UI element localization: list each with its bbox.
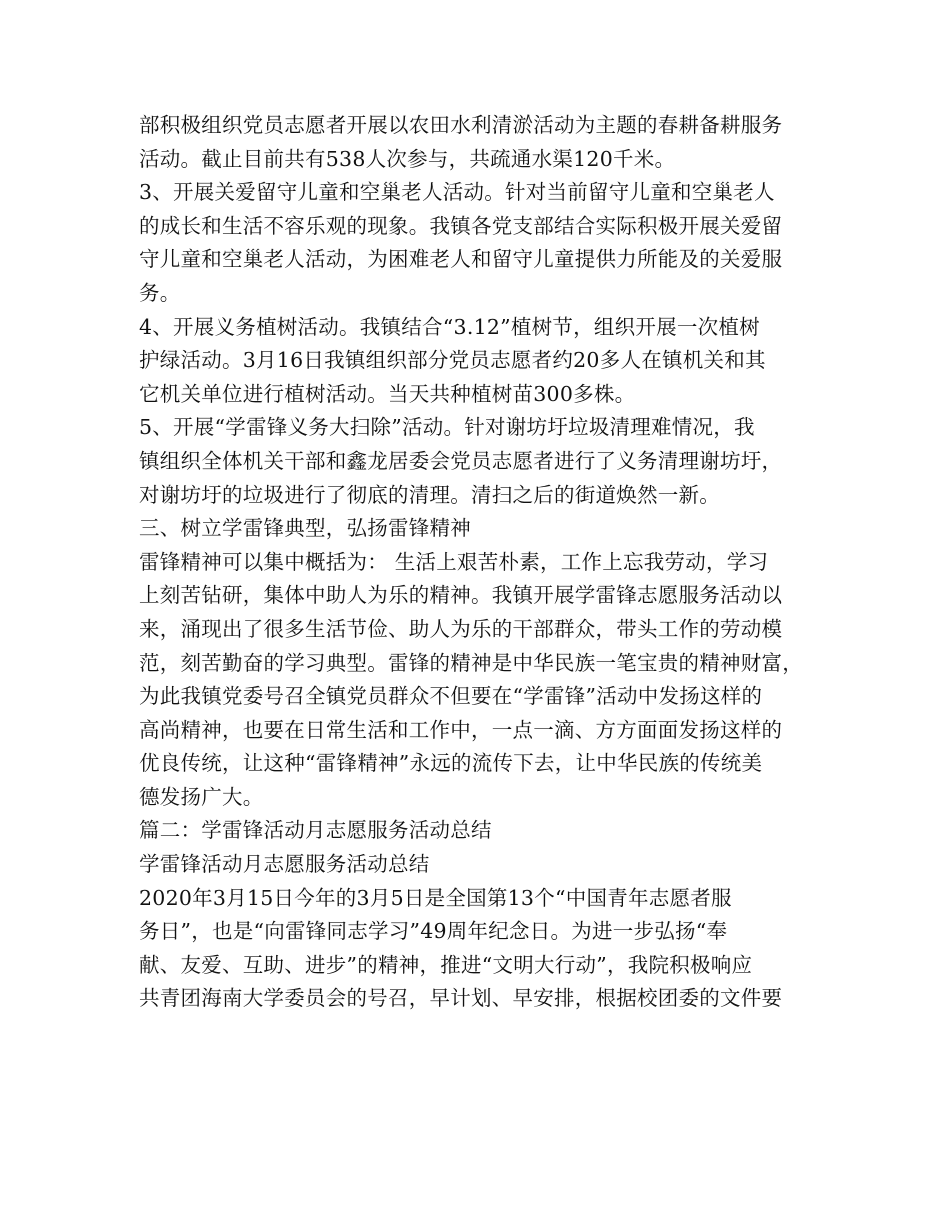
text-line: 为此我镇党委号召全镇党员群众不但要在“学雷锋”活动中发扬这样的: [139, 684, 763, 709]
section-heading: 三、树立学雷锋典型，弘扬雷锋精神: [139, 516, 471, 541]
text-line: 献、友爱、互助、进步”的精神，推进“文明大行动”，我院积极响应: [139, 952, 753, 977]
chapter-heading: 篇二：学雷锋活动月志愿服务活动总结: [139, 818, 492, 843]
text-line: 活动。截止目前共有538人次参与，共疏通水渠120千米。: [139, 146, 676, 171]
text-line: 雷锋精神可以集中概括为： 生活上艰苦朴素，工作上忘我劳动，学习: [139, 549, 769, 574]
text-line: 部积极组织党员志愿者开展以农田水利清淤活动为主题的春耕备耕服务: [139, 113, 783, 137]
text-line: 对谢坊圩的垃圾进行了彻底的清理。清扫之后的街道焕然一新。: [139, 482, 720, 507]
text-line: 范，刻苦勤奋的学习典型。雷锋的精神是中华民族一笔宝贵的精神财富，: [139, 650, 803, 675]
text-line: 4、开展义务植树活动。我镇结合“3.12”植树节，组织开展一次植树: [139, 314, 760, 339]
text-line: 高尚精神，也要在日常生活和工作中，一点一滴、方方面面发扬这样的: [139, 717, 783, 742]
article-title: 学雷锋活动月志愿服务活动总结: [139, 852, 430, 877]
text-line: 上刻苦钻研，集体中助人为乐的精神。我镇开展学雷锋志愿服务活动以: [139, 583, 783, 608]
text-line: 它机关单位进行植树活动。当天共种植树苗300多株。: [139, 381, 636, 406]
text-line: 务日”，也是“向雷锋同志学习”49周年纪念日。为进一步弘扬“奉: [139, 919, 728, 944]
text-line: 5、开展“学雷锋义务大扫除”活动。针对谢坊圩垃圾清理难情况，我: [139, 415, 755, 440]
text-line: 3、开展关爱留守儿童和空巢老人活动。针对当前留守儿童和空巢老人: [139, 180, 775, 205]
text-line: 来，涌现出了很多生活节俭、助人为乐的干部群众，带头工作的劳动模: [139, 616, 783, 641]
body-text: [139, 109, 829, 1016]
text-line: 务。: [139, 280, 181, 305]
text-line: 优良传统，让这种“雷锋精神”永远的流传下去，让中华民族的传统美: [139, 751, 763, 776]
text-line: 德发扬广大。: [139, 784, 264, 809]
text-line: 共青团海南大学委员会的号召，早计划、早安排，根据校团委的文件要: [139, 986, 783, 1011]
text-line: 2020年3月15日今年的3月5日是全国第13个“中国青年志愿者服: [139, 885, 732, 910]
text-line: 的成长和生活不容乐观的现象。我镇各党支部结合实际积极开展关爱留: [139, 213, 783, 238]
text-line: 护绿活动。3月16日我镇组织部分党员志愿者约20多人在镇机关和其: [139, 348, 766, 373]
text-line: 镇组织全体机关干部和鑫龙居委会党员志愿者进行了义务清理谢坊圩，: [139, 448, 783, 473]
text-line: 守儿童和空巢老人活动，为困难老人和留守儿童提供力所能及的关爱服: [139, 247, 783, 272]
